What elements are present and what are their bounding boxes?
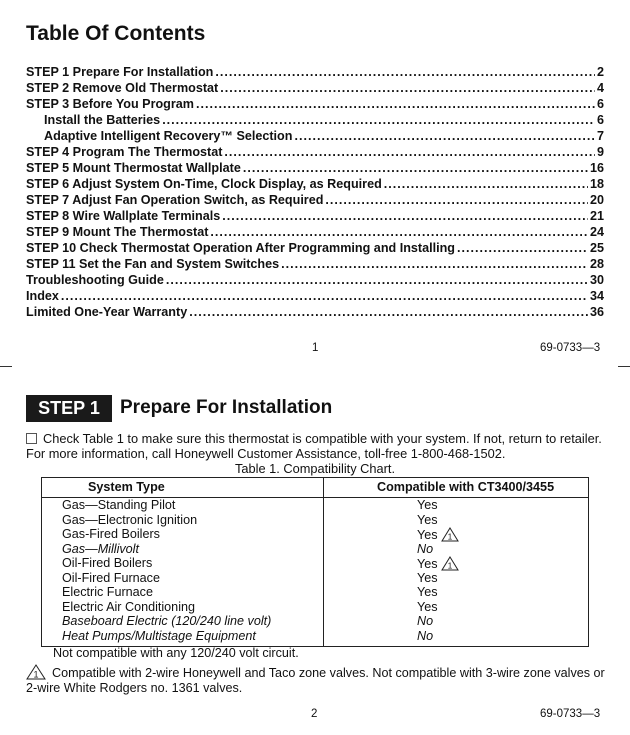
toc-entry-label: STEP 10 Check Thermostat Operation After Programming and Installing bbox=[26, 241, 455, 255]
toc-entry-page: 34 bbox=[589, 289, 604, 303]
table-of-contents bbox=[26, 64, 604, 320]
toc-leader-dots bbox=[61, 288, 588, 304]
toc-leader-dots bbox=[189, 304, 588, 320]
compatibility-cell bbox=[417, 498, 438, 513]
system-type-cell: Oil-Fired Boilers bbox=[62, 556, 153, 570]
toc-entry-label: STEP 9 Mount The Thermostat bbox=[26, 225, 209, 239]
toc-entry[interactable] bbox=[26, 240, 604, 256]
compatibility-cell bbox=[417, 571, 438, 586]
compatibility-value: Yes bbox=[417, 528, 438, 542]
toc-entry[interactable] bbox=[26, 64, 604, 80]
table-row bbox=[42, 585, 588, 600]
toc-entry-page: 4 bbox=[596, 81, 604, 95]
toc-entry-page: 21 bbox=[589, 209, 604, 223]
toc-leader-dots bbox=[281, 256, 588, 272]
toc-entry-label: Install the Batteries bbox=[44, 113, 161, 127]
table-row bbox=[42, 556, 588, 571]
crop-mark-left bbox=[0, 366, 12, 367]
compatibility-cell bbox=[417, 527, 458, 543]
column-header-compatible: Compatible with CT3400/3455 bbox=[377, 480, 555, 494]
toc-entry[interactable] bbox=[26, 288, 604, 304]
toc-entry-page: 9 bbox=[596, 145, 604, 159]
toc-leader-dots bbox=[243, 160, 588, 176]
compatibility-cell bbox=[417, 629, 433, 644]
zone-valve-text: Compatible with 2-wire Honeywell and Taco zone valves. Not compatible with 3-wire zone valves or 2-wire White Rodgers no. 1361 valves. bbox=[26, 666, 605, 695]
toc-leader-dots bbox=[162, 112, 595, 128]
warning-triangle-icon bbox=[441, 556, 458, 570]
compatibility-value: Yes bbox=[417, 557, 438, 571]
table-row bbox=[42, 513, 588, 528]
compatibility-cell bbox=[417, 600, 438, 615]
toc-entry-page: 6 bbox=[596, 113, 604, 127]
table-row bbox=[42, 498, 588, 513]
compatibility-value: Yes bbox=[417, 498, 438, 512]
toc-entry-label: STEP 6 Adjust System On-Time, Clock Display, as Required bbox=[26, 177, 382, 191]
toc-entry[interactable] bbox=[26, 192, 604, 208]
compatibility-cell bbox=[417, 585, 438, 600]
warning-triangle-icon bbox=[441, 527, 458, 541]
compatibility-cell bbox=[417, 542, 433, 557]
compatibility-value: Yes bbox=[417, 599, 438, 614]
compatibility-value: No bbox=[417, 628, 434, 643]
compatibility-value: Yes bbox=[417, 585, 438, 599]
compatibility-value: No bbox=[417, 614, 434, 628]
toc-leader-dots bbox=[210, 224, 588, 240]
toc-leader-dots bbox=[294, 128, 595, 144]
crop-mark-right bbox=[618, 366, 630, 367]
toc-entry-page: 36 bbox=[589, 305, 604, 319]
volt-note: Not compatible with any 120/240 volt circuit. bbox=[53, 646, 299, 660]
intro-text: Check Table 1 to make sure this thermostat is compatible with your system. If not, return to retailer. For more information, call Honeywell Customer Assistance, toll-free 1-800-468-1502. bbox=[26, 431, 602, 461]
system-type-cell: Gas—Standing Pilot bbox=[62, 498, 176, 512]
toc-entry-label: Index bbox=[26, 289, 59, 303]
step-heading: Prepare For Installation bbox=[120, 397, 333, 418]
toc-entry-page: 25 bbox=[589, 241, 604, 255]
toc-entry[interactable] bbox=[26, 272, 604, 288]
compatibility-value: No bbox=[417, 541, 434, 556]
toc-entry-page: 24 bbox=[589, 225, 604, 239]
toc-entry-label: STEP 7 Adjust Fan Operation Switch, as Required bbox=[26, 193, 324, 207]
column-header-system-type: System Type bbox=[88, 480, 165, 494]
system-type-cell: Gas-Fired Boilers bbox=[62, 527, 160, 541]
compatibility-value: Yes bbox=[417, 512, 438, 527]
table-row bbox=[42, 629, 588, 644]
toc-entry-page: 18 bbox=[589, 177, 604, 191]
toc-entry[interactable] bbox=[26, 208, 604, 224]
table-row bbox=[42, 614, 588, 629]
compatibility-value: Yes bbox=[417, 570, 438, 585]
toc-entry-label: STEP 3 Before You Program bbox=[26, 97, 194, 111]
toc-leader-dots bbox=[457, 240, 588, 256]
toc-entry-page: 20 bbox=[589, 193, 604, 207]
toc-entry-label: STEP 2 Remove Old Thermostat bbox=[26, 81, 219, 95]
table-row bbox=[42, 527, 588, 542]
toc-leader-dots bbox=[384, 176, 588, 192]
toc-entry-page: 28 bbox=[589, 257, 604, 271]
toc-leader-dots bbox=[166, 272, 588, 288]
toc-entry-label: STEP 4 Program The Thermostat bbox=[26, 145, 223, 159]
toc-leader-dots bbox=[196, 96, 595, 112]
toc-entry[interactable] bbox=[26, 304, 604, 320]
toc-entry[interactable] bbox=[26, 128, 604, 144]
table-row bbox=[42, 571, 588, 586]
toc-entry-label: STEP 8 Wire Wallplate Terminals bbox=[26, 209, 221, 223]
table-row bbox=[42, 600, 588, 615]
toc-entry-page: 30 bbox=[589, 273, 604, 287]
toc-entry[interactable] bbox=[26, 176, 604, 192]
compatibility-cell bbox=[417, 556, 458, 572]
toc-entry[interactable] bbox=[26, 144, 604, 160]
toc-entry-page: 16 bbox=[589, 161, 604, 175]
toc-entry[interactable] bbox=[26, 256, 604, 272]
system-type-cell: Gas—Millivolt bbox=[62, 541, 139, 556]
compatibility-table bbox=[41, 477, 589, 647]
toc-leader-dots bbox=[224, 144, 595, 160]
toc-entry[interactable] bbox=[26, 112, 604, 128]
toc-entry-label: Limited One-Year Warranty bbox=[26, 305, 188, 319]
toc-entry[interactable] bbox=[26, 160, 604, 176]
zone-valve-note bbox=[26, 664, 616, 696]
toc-entry-label: STEP 5 Mount Thermostat Wallplate bbox=[26, 161, 241, 175]
toc-entry[interactable] bbox=[26, 96, 604, 112]
toc-leader-dots bbox=[325, 192, 588, 208]
compatibility-cell bbox=[417, 614, 433, 629]
toc-entry-page: 7 bbox=[596, 129, 604, 143]
toc-entry-page: 6 bbox=[596, 97, 604, 111]
table-caption: Table 1. Compatibility Chart. bbox=[234, 461, 396, 476]
checkbox-icon[interactable] bbox=[26, 433, 37, 444]
step-badge: STEP 1 bbox=[26, 395, 112, 422]
system-type-cell: Heat Pumps/Multistage Equipment bbox=[62, 628, 256, 643]
toc-leader-dots bbox=[222, 208, 588, 224]
page-number: 1 bbox=[312, 342, 319, 354]
warning-number: 1 bbox=[33, 669, 39, 680]
page-number: 2 bbox=[311, 708, 318, 720]
document-id: 69-0733—3 bbox=[540, 708, 601, 720]
warning-number: 1 bbox=[447, 531, 452, 542]
warning-triangle-icon bbox=[26, 664, 46, 680]
toc-entry-label: STEP 11 Set the Fan and System Switches bbox=[26, 257, 280, 271]
toc-entry[interactable] bbox=[26, 224, 604, 240]
warning-number: 1 bbox=[447, 560, 452, 571]
toc-entry-label: Troubleshooting Guide bbox=[26, 273, 164, 287]
toc-entry-page: 2 bbox=[596, 65, 604, 79]
toc-leader-dots bbox=[215, 64, 595, 80]
system-type-cell: Oil-Fired Furnace bbox=[62, 570, 160, 585]
system-type-cell: Electric Air Conditioning bbox=[62, 599, 195, 614]
system-type-cell: Electric Furnace bbox=[62, 585, 153, 599]
toc-leader-dots bbox=[220, 80, 595, 96]
toc-entry-label: STEP 1 Prepare For Installation bbox=[26, 65, 214, 79]
system-type-cell: Baseboard Electric (120/240 line volt) bbox=[62, 614, 272, 628]
table-row bbox=[42, 542, 588, 557]
document-id: 69-0733—3 bbox=[540, 342, 601, 354]
system-type-cell: Gas—Electronic Ignition bbox=[62, 512, 198, 527]
toc-entry[interactable] bbox=[26, 80, 604, 96]
table-body bbox=[42, 498, 588, 643]
toc-title: Table Of Contents bbox=[26, 22, 206, 45]
intro-paragraph bbox=[26, 431, 612, 461]
toc-entry-label: Adaptive Intelligent Recovery™ Selection bbox=[44, 129, 293, 143]
compatibility-cell bbox=[417, 513, 438, 528]
